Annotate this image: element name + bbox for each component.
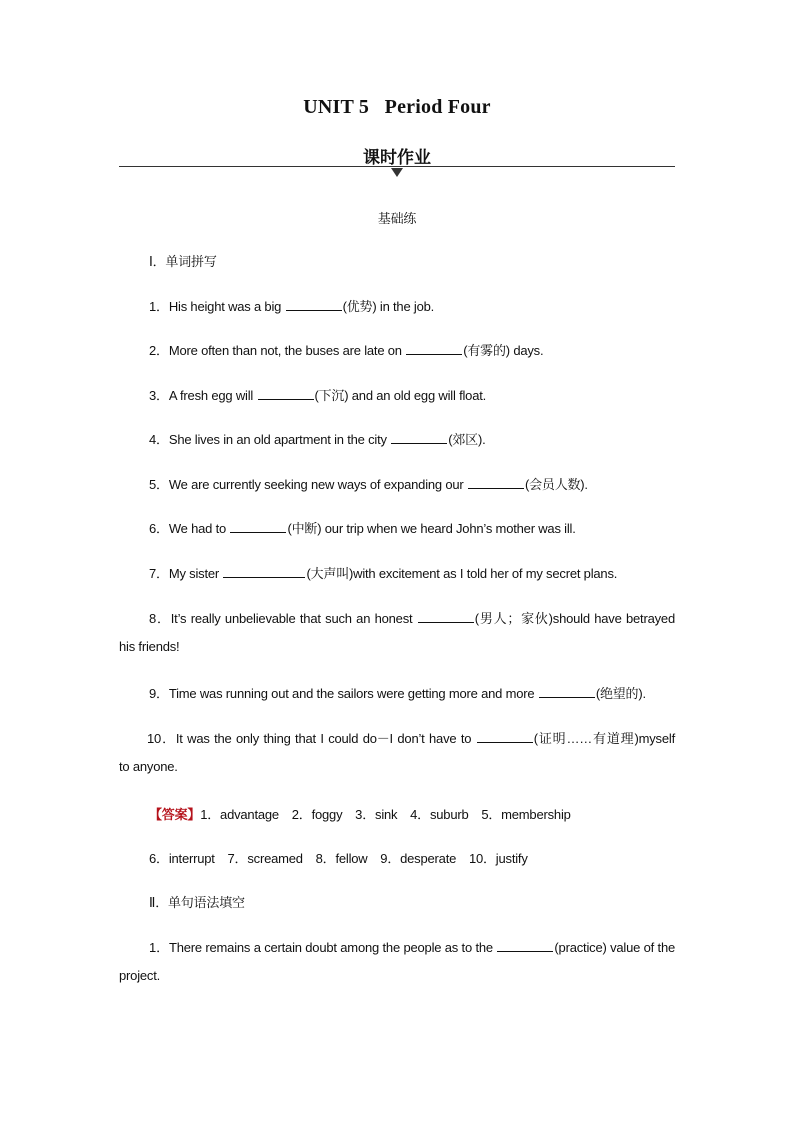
question-text: (有雾的) days. <box>463 343 544 358</box>
divider-triangle-icon <box>391 168 403 177</box>
answers-line: 1．advantage 2．foggy 3．sink 4．suburb 5．membership <box>200 807 571 822</box>
question-text: We had to <box>168 521 230 536</box>
answer-blank[interactable] <box>468 476 524 489</box>
title-divider <box>119 166 675 167</box>
question-item <box>149 518 576 537</box>
question-item <box>149 474 588 493</box>
question-item <box>149 683 646 702</box>
question-number: 5． <box>149 477 169 492</box>
question-number: 9． <box>149 686 169 701</box>
answer-blank[interactable] <box>406 342 462 355</box>
question-text: (下沉) and an old egg will float. <box>314 388 487 403</box>
answer-blank[interactable] <box>539 685 595 698</box>
question-text: (会员人数). <box>524 477 588 492</box>
answer-blank[interactable] <box>223 565 305 578</box>
question-text: My sister <box>168 566 223 581</box>
question-text: More often than not, the buses are late on <box>168 343 406 358</box>
part1-heading: Ⅰ．单词拼写 <box>149 255 217 270</box>
question-item <box>149 563 617 582</box>
question-text: There remains a certain doubt among the people as to the <box>168 940 497 955</box>
question-item <box>149 429 486 448</box>
question-continuation: his friends! <box>119 639 180 654</box>
question-number: 1． <box>149 940 169 955</box>
question-text: A fresh egg will <box>168 388 257 403</box>
question-number: 4． <box>149 432 169 447</box>
question-text: It was the only thing that I could do－I don’t have to <box>175 731 476 746</box>
question-number: 3． <box>149 388 169 403</box>
question-item <box>149 385 486 404</box>
question-text: (男人；家伙)should have betrayed <box>474 611 675 626</box>
question-continuation: project. <box>119 968 161 983</box>
question-continuation: to anyone. <box>119 759 178 774</box>
question-item <box>149 296 434 315</box>
question-number: 7． <box>149 566 169 581</box>
answer-blank[interactable] <box>258 387 314 400</box>
answer-block <box>149 804 571 823</box>
answer-blank[interactable] <box>230 520 286 533</box>
question-item <box>119 608 675 627</box>
section-label: 基础练 <box>377 212 417 227</box>
question-text: (郊区). <box>448 432 486 447</box>
part2-heading: Ⅱ．单句语法填空 <box>149 896 245 911</box>
answers-line: 6．interrupt 7．screamed 8．fellow 9．desperate 10．justify <box>149 851 528 866</box>
answer-blank[interactable] <box>477 730 533 743</box>
question-text: (practice) value of the <box>554 940 676 955</box>
question-text: (绝望的). <box>595 686 646 701</box>
question-text: (大声叫)with excitement as I told her of my secret plans. <box>306 566 618 581</box>
answer-blank[interactable] <box>286 298 342 311</box>
page-subtitle: 课时作业 <box>363 148 431 168</box>
question-text: It’s really unbelievable that such an honest <box>170 611 417 626</box>
question-number: 6． <box>149 521 169 536</box>
question-number: 2． <box>149 343 169 358</box>
question-item <box>119 728 675 747</box>
answer-blank[interactable] <box>497 939 553 952</box>
question-item <box>119 937 675 956</box>
question-text: His height was a big <box>168 299 285 314</box>
question-text: (证明……有道理)myself <box>533 731 675 746</box>
answer-blank[interactable] <box>418 610 474 623</box>
question-text: We are currently seeking new ways of expanding our <box>168 477 467 492</box>
question-number: 1． <box>149 299 169 314</box>
question-text: Time was running out and the sailors were getting more and more <box>168 686 538 701</box>
page-title: UNIT 5 Period Four <box>303 96 491 118</box>
question-text: She lives in an old apartment in the city <box>168 432 391 447</box>
answer-tag: 【答案】 <box>149 808 201 823</box>
question-number: 10． <box>147 731 176 746</box>
question-text: (优势) in the job. <box>342 299 435 314</box>
question-number: 8． <box>149 611 171 626</box>
question-text: (中断) our trip when we heard John’s mother was ill. <box>287 521 576 536</box>
answer-blank[interactable] <box>391 431 447 444</box>
question-item <box>149 340 543 359</box>
